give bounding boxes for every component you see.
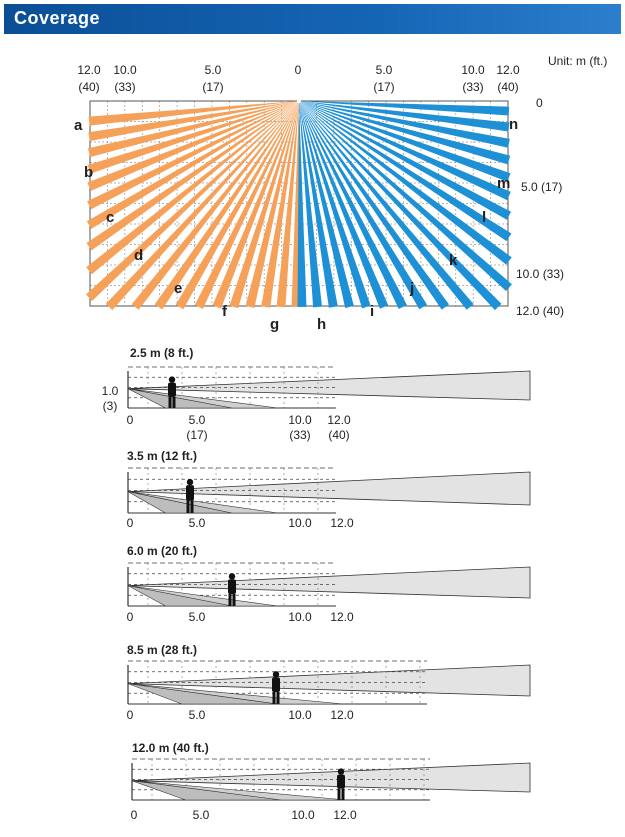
- top-tick-ft-6: (40): [497, 80, 519, 94]
- top-tick-m-4: 5.0: [375, 63, 393, 77]
- person-leg-left: [229, 594, 232, 606]
- person-leg-left: [169, 397, 172, 408]
- detection-beam: [128, 567, 530, 598]
- side-view-ylabel-ft: (3): [102, 399, 118, 413]
- zone-label-j: j: [410, 280, 415, 297]
- side-view-4-tick-2: 10.0: [291, 808, 315, 822]
- right-tick-1: 5.0 (17): [521, 180, 563, 194]
- person-head: [273, 671, 279, 677]
- side-view-3-tick-0: 0: [126, 708, 134, 722]
- side-view-0-tick-1: 5.0: [188, 413, 206, 427]
- side-view-3-tick-1: 5.0: [188, 708, 206, 722]
- side-view-1-tick-3: 12.0: [330, 516, 354, 530]
- person-leg-left: [273, 692, 276, 704]
- side-view-2: [128, 563, 530, 606]
- right-tick-0: 0: [536, 96, 543, 110]
- top-tick-ft-4: (17): [373, 80, 395, 94]
- top-tick-m-6: 12.0: [496, 63, 520, 77]
- top-tick-m-2: 5.0: [204, 63, 222, 77]
- person-leg-right: [342, 789, 345, 800]
- top-tick-ft-1: (33): [114, 80, 136, 94]
- side-view-1-tick-0: 0: [126, 516, 134, 530]
- person-head: [338, 768, 344, 774]
- side-view-0-tick-0: 0: [126, 413, 134, 427]
- top-tick-ft-5: (33): [462, 80, 484, 94]
- zone-label-b: b: [84, 164, 94, 181]
- side-view-ylabel-m: 1.0: [101, 384, 119, 398]
- zone-label-l: l: [482, 209, 487, 226]
- top-tick-m-5: 10.0: [461, 63, 485, 77]
- side-view-0-tick-2: 10.0: [288, 413, 312, 427]
- side-view-2-tick-0: 0: [126, 610, 134, 624]
- zone-label-e: e: [174, 280, 183, 297]
- person-leg-left: [338, 789, 341, 800]
- side-view-title-0: 2.5 m (8 ft.): [130, 346, 194, 360]
- zone-label-a: a: [74, 117, 83, 134]
- side-view-2-tick-2: 10.0: [288, 610, 312, 624]
- side-view-3-tick-2: 10.0: [288, 708, 312, 722]
- zone-label-c: c: [106, 209, 115, 226]
- zone-label-g: g: [270, 316, 280, 333]
- side-view-0-tick-2-ft: (33): [289, 428, 311, 442]
- side-view-4: [132, 759, 530, 800]
- side-view-title-4: 12.0 m (40 ft.): [132, 741, 209, 755]
- person-leg-right: [277, 692, 280, 704]
- zone-label-d: d: [134, 247, 144, 264]
- person-leg-right: [173, 397, 176, 408]
- side-view-title-1: 3.5 m (12 ft.): [127, 449, 198, 463]
- top-tick-m-0: 12.0: [77, 63, 101, 77]
- side-view-0-tick-1-ft: (17): [186, 428, 208, 442]
- side-view-0: [128, 367, 530, 408]
- person-head: [229, 573, 235, 579]
- person-leg-right: [191, 500, 194, 513]
- zone-label-n: n: [509, 116, 519, 133]
- side-view-0-tick-3-ft: (40): [328, 428, 350, 442]
- detection-beam: [128, 371, 530, 400]
- top-tick-ft-2: (17): [202, 80, 224, 94]
- side-view-1: [128, 468, 530, 513]
- right-tick-3: 12.0 (40): [516, 304, 565, 318]
- right-tick-2: 10.0 (33): [516, 267, 565, 281]
- person-head: [187, 479, 193, 485]
- side-view-4-tick-3: 12.0: [333, 808, 357, 822]
- person-leg-left: [187, 500, 190, 513]
- zone-label-m: m: [497, 175, 511, 192]
- side-view-title-3: 8.5 m (28 ft.): [127, 643, 198, 657]
- side-view-2-tick-3: 12.0: [330, 610, 354, 624]
- side-view-title-2: 6.0 m (20 ft.): [127, 544, 198, 558]
- person-head: [169, 376, 175, 382]
- side-view-4-tick-0: 0: [130, 808, 138, 822]
- side-view-1-tick-2: 10.0: [288, 516, 312, 530]
- top-tick-m-3: 0: [294, 63, 302, 77]
- person-body: [337, 775, 345, 789]
- section-title: Coverage: [14, 8, 101, 28]
- person-body: [168, 383, 176, 397]
- side-view-2-tick-1: 5.0: [188, 610, 206, 624]
- unit-label: Unit: m (ft.): [548, 54, 608, 68]
- zone-label-h: h: [317, 316, 327, 333]
- zone-label-k: k: [449, 252, 458, 269]
- side-view-4-tick-1: 5.0: [192, 808, 210, 822]
- person-leg-right: [233, 594, 236, 606]
- person-body: [272, 677, 280, 692]
- zone-label-i: i: [370, 303, 375, 320]
- top-tick-m-1: 10.0: [113, 63, 137, 77]
- side-view-1-tick-1: 5.0: [188, 516, 206, 530]
- person-body: [228, 579, 236, 594]
- side-view-3-tick-3: 12.0: [330, 708, 354, 722]
- side-view-0-tick-3: 12.0: [327, 413, 351, 427]
- zone-label-f: f: [222, 303, 227, 320]
- top-tick-ft-0: (40): [78, 80, 100, 94]
- side-view-3: [128, 661, 530, 704]
- person-body: [186, 485, 194, 500]
